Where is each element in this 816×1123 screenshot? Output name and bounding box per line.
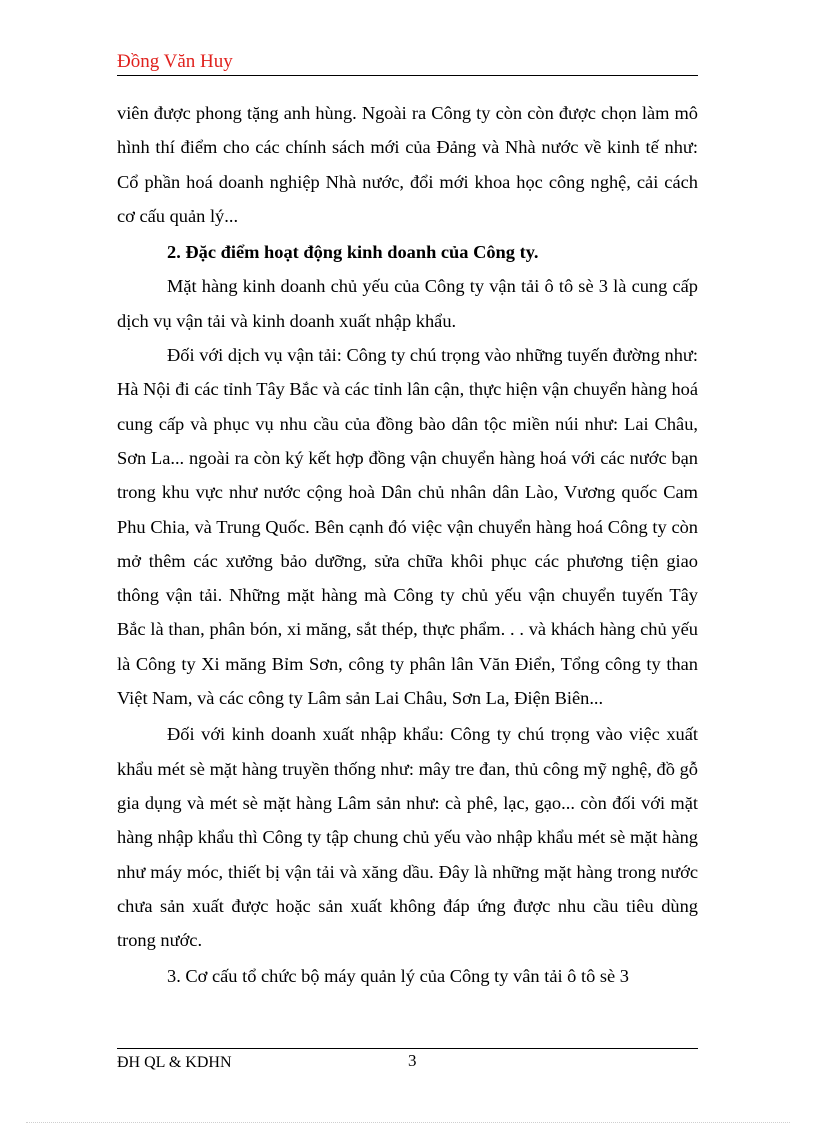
header-divider <box>117 75 698 76</box>
page-number: 3 <box>408 1051 417 1070</box>
footer-label: ĐH QL & KDHN <box>117 1054 232 1071</box>
paragraph-continued: viên được phong tặng anh hùng. Ngoài ra Công ty còn còn được chọn làm mô hình thí điểm cho các chính sách mới của Đảng và Nhà nước về kinh tế như: Cổ phần hoá doanh nghiệp Nhà nước, đổi mới khoa học công nghệ, cải cách cơ cấu quản lý... <box>117 103 698 226</box>
paragraph-business-overview: Mặt hàng kinh doanh chủ yếu của Công ty vận tải ô tô sè 3 là cung cấp dịch vụ vận tải và kinh doanh xuất nhập khẩu. <box>117 276 698 331</box>
footer-divider <box>117 1048 698 1049</box>
document-body <box>117 96 698 994</box>
section-heading-3: 3. Cơ cấu tổ chức bộ máy quản lý của Công ty vân tải ô tô sè 3 <box>167 966 629 987</box>
header-author: Đồng Văn Huy <box>117 51 233 72</box>
section-heading-2: 2. Đặc điểm hoạt động kinh doanh của Công ty. <box>167 242 539 263</box>
paragraph-transport-services: Đối với dịch vụ vận tải: Công ty chú trọng vào những tuyến đường như: Hà Nội đi các tỉnh Tây Bắc và các tỉnh lân cận, thực hiện vận chuyển hàng hoá cung cấp và phục vụ nhu cầu của đồng bào dân tộc miền núi như: Lai Châu, Sơn La... ngoài ra còn ký kết hợp đồng vận chuyển hàng hoá với các nước bạn trong khu vực như nước cộng hoà Dân chủ nhân dân Lào, Vương quốc Cam Phu Chia, và Trung Quốc. Bên cạnh đó việc vận chuyển hàng hoá Công ty còn mở thêm các xưởng bảo dưỡng, sửa chữa khôi phục các phương tiện giao thông vận tải. Những mặt hàng mà Công ty chủ yếu vận chuyển tuyến Tây Bắc là than, phân bón, xi măng, sắt thép, thực phẩm. . . và khách hàng chủ yếu là Công ty Xi măng Bỉm Sơn, công ty phân lân Văn Điển, Tổng công ty than Việt Nam, và các công ty Lâm sản Lai Châu, Sơn La, Điện Biên... <box>117 345 698 709</box>
paragraph-import-export: Đối với kinh doanh xuất nhập khẩu: Công ty chú trọng vào việc xuất khẩu mét sè mặt hàng truyền thống như: mây tre đan, thủ công mỹ nghệ, đồ gỗ gia dụng và mét sè mặt hàng Lâm sản như: cà phê, lạc, gạo... còn đối với mặt hàng nhập khẩu thì Công ty tập chung chủ yếu vào nhập khẩu mét sè mặt hàng như máy móc, thiết bị vận tải và xăng dầu. Đây là những mặt hàng trong nước chưa sản xuất được hoặc sản xuất không đáp ứng được nhu cầu tiêu dùng trong nước. <box>117 724 698 951</box>
